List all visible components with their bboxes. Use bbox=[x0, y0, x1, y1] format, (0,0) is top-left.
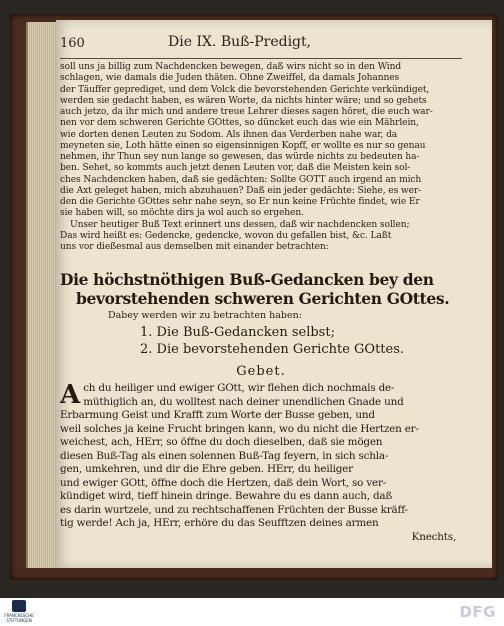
prayer-line: müthiglich an, du wolltest nach deiner unendlichen Gnade und bbox=[83, 395, 404, 408]
heading-line: bevorstehenden schweren Gerichten GOttes. bbox=[76, 289, 450, 308]
prayer-line: diesen Buß-Tag als einen solennen Buß-Tag feyern, in sich schla- bbox=[60, 449, 389, 462]
body-line: auch jetzo, da ihr mich und andere treue Lehrer dieses sagen höret, die euch war- bbox=[60, 107, 433, 117]
sermon-heading bbox=[60, 270, 462, 308]
page-number: 160 bbox=[60, 36, 85, 51]
prayer-text bbox=[60, 382, 462, 544]
viewer-footer bbox=[0, 598, 504, 626]
page-header bbox=[60, 34, 460, 56]
body-line: ben. Sehet, so kommts auch jetzt denen Leuten vor, daß die Meisten kein sol- bbox=[60, 163, 411, 174]
body-text bbox=[60, 62, 462, 253]
catchword: Knechts, bbox=[411, 530, 456, 543]
prayer-line: gen, umkehren, und dir die Ehre geben. HErr, du heiliger bbox=[60, 463, 353, 475]
body-line: meyneten sie, Loth hätte einen so eigensinnigen Kopff, er wollte es nur so genau bbox=[60, 140, 426, 151]
body-line: sie haben will, so möchte dirs ja wol auch so ergehen. bbox=[60, 208, 304, 219]
prayer-line: kündiget wird, tieff hinein dringe. Bewahre du es dann auch, daß bbox=[60, 490, 393, 502]
intro-line: uns vor dießesmal aus demselben mit einander betrachten: bbox=[60, 242, 329, 252]
heading-line: Die höchstnöthigen Buß-Gedancken bey den bbox=[60, 270, 434, 289]
page-edges bbox=[26, 22, 60, 568]
dfg-logo[interactable]: DFG bbox=[459, 603, 496, 621]
body-line: den die Gerichte GOttes sehr nahe seyn, so Er nun keine Früchte findet, wie Er bbox=[60, 197, 420, 207]
running-title: Die IX. Buß-Predigt, bbox=[168, 34, 312, 50]
header-rule bbox=[60, 58, 462, 59]
body-line: nehmen, ihr Thun sey nun lange so gewesen, das würde nichts zu bedeuten ha- bbox=[60, 152, 420, 162]
body-line: soll uns ja billig zum Nachdencken bewegen, daß wirs nicht so in den Wind bbox=[60, 62, 402, 72]
body-line: schlagen, wie damals die Juden thäten. Ohne Zweiffel, da damals Johannes bbox=[60, 73, 400, 84]
drop-cap: A bbox=[60, 380, 81, 410]
sermon-points bbox=[60, 324, 462, 358]
francke-logo[interactable] bbox=[4, 600, 34, 624]
body-line: wie dorten denen Leuten zu Sodom. Als ihnen das Verderben nahe war, da bbox=[60, 129, 398, 140]
prayer-line: ch du heiliger und ewiger GOtt, wir flehen dich nochmals de- bbox=[83, 382, 395, 394]
prayer-line: tig werde! Ach ja, HErr, erhöre du das Seufftzen deines armen bbox=[60, 517, 379, 529]
building-icon bbox=[12, 600, 26, 612]
consider-line: Dabey werden wir zu betrachten haben: bbox=[108, 310, 302, 321]
prayer-line: weichest, ach, HErr, so öffne du doch dieselben, daß sie mögen bbox=[60, 436, 383, 448]
body-line: nen vor dem schweren Gerichte GOttes, so düncket euch das wie ein Mährlein, bbox=[60, 118, 419, 129]
body-line: die Axt geleget haben, mich abzuhauen? Daß ein jeder gedächte: Siehe, es wer- bbox=[60, 185, 422, 196]
intro-line: Unser heutiger Buß Text erinnert uns dessen, daß wir nachdencken sollen; bbox=[70, 219, 410, 230]
prayer-line: es darin wurtzele, und zu rechtschaffenen Früchten der Busse kräff- bbox=[60, 503, 408, 516]
prayer-line: und ewiger GOtt, öffne doch die Hertzen, daß dein Wort, so ver- bbox=[60, 476, 387, 489]
body-line: ches Nachdencken haben, daß sie gedächten: Sollte GOTT auch irgend an mich bbox=[60, 174, 422, 185]
prayer-line: weil solches ja keine Frucht bringen kann, wo du nicht die Hertzen er- bbox=[60, 422, 419, 435]
body-line: der Täuffer geprediget, und dem Volck die bevorstehenden Gerichte verkündiget, bbox=[60, 84, 430, 95]
point-item: 2. Die bevorstehenden Gerichte GOttes. bbox=[140, 342, 405, 357]
point-item: 1. Die Buß-Gedancken selbst; bbox=[140, 325, 335, 340]
intro-line: Das wird heißt es: Gedencke, gedencke, wovon du gefallen bist, &c. Laßt bbox=[60, 230, 392, 241]
body-line: werden sie gedacht haben, es wären Worte, da nichts hinter wäre; und so gehets bbox=[60, 95, 427, 106]
prayer-line: Erbarmung Geist und Krafft zum Worte der Busse geben, und bbox=[60, 409, 375, 421]
francke-logo-text: FRANCKESCHE STIFTUNGEN bbox=[4, 613, 34, 623]
prayer-title: Gebet. bbox=[236, 364, 286, 379]
